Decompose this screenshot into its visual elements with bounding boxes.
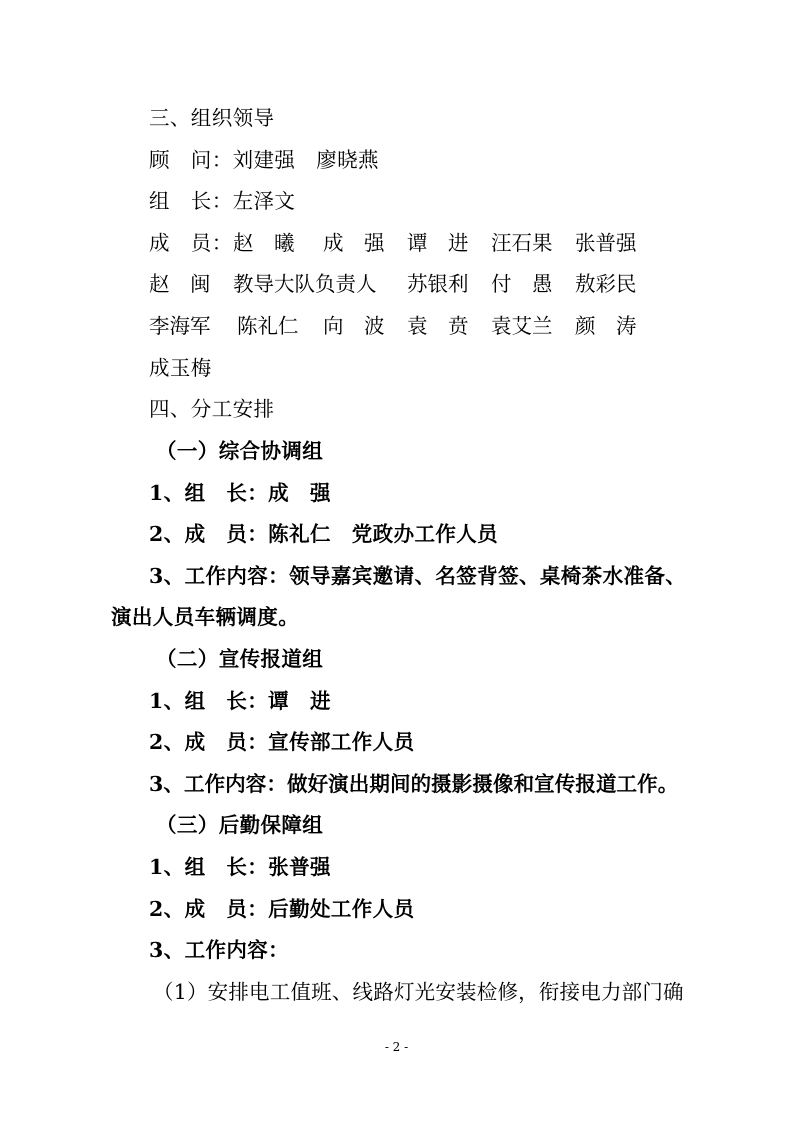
group-tasks-line: 3、工作内容：做好演出期间的摄影摄像和宣传报道工作。 [149, 772, 679, 796]
member-name: 苏银利 [407, 272, 469, 296]
group-title: （二）宣传报道组 [156, 647, 324, 671]
member-name: 颜 涛 [575, 314, 637, 338]
group-leader-line: 1、组 长：成 强 [149, 481, 331, 505]
group-members-line: 2、成 员：陈礼仁 党政办工作人员 [149, 522, 499, 546]
group-tasks-line: 3、工作内容：领导嘉宾邀请、名签背签、桌椅茶水准备、 [149, 564, 687, 588]
member-name: 教导大队负责人 [233, 272, 377, 296]
member-name: 敖彩民 [575, 272, 637, 296]
member-name: 汪石果 [491, 231, 553, 255]
group-title: （三）后勤保障组 [156, 813, 324, 837]
member-name: 陈礼仁 [237, 314, 299, 338]
leader-line: 组 长：左泽文 [149, 189, 296, 213]
group-title: （一）综合协调组 [156, 439, 324, 463]
member-name: 成玉梅 [149, 356, 212, 380]
member-name: 向 波 [323, 314, 385, 338]
group-tasks-continuation: 演出人员车辆调度。 [111, 605, 300, 629]
group-tasks-line: 3、工作内容： [149, 938, 290, 962]
member-name: 袁艾兰 [491, 314, 553, 338]
members-label: 成 员： [149, 231, 233, 255]
group-members-line: 2、成 员：后勤处工作人员 [149, 897, 415, 921]
member-name: 李海军 [149, 314, 211, 338]
member-name: 谭 进 [407, 231, 469, 255]
member-name: 赵 闽 [149, 272, 211, 296]
page-number: - 2 - [384, 1040, 409, 1054]
advisor-line: 顾 问：刘建强 廖晓燕 [149, 148, 379, 172]
group-members-line: 2、成 员：宣传部工作人员 [149, 730, 415, 754]
member-name: 付 愚 [491, 272, 553, 296]
group-leader-line: 1、组 长：谭 进 [149, 689, 331, 713]
group-leader-line: 1、组 长：张普强 [149, 855, 331, 879]
task-item: （1）安排电工值班、线路灯光安装检修，衔接电力部门确 [153, 980, 684, 1004]
member-name: 袁 贲 [407, 314, 469, 338]
member-name: 张普强 [575, 231, 637, 255]
section-heading-organization: 三、组织领导 [149, 106, 275, 130]
member-name: 成 强 [323, 231, 385, 255]
section-heading-division: 四、分工安排 [149, 397, 275, 421]
member-name: 赵 曦 [233, 231, 295, 255]
